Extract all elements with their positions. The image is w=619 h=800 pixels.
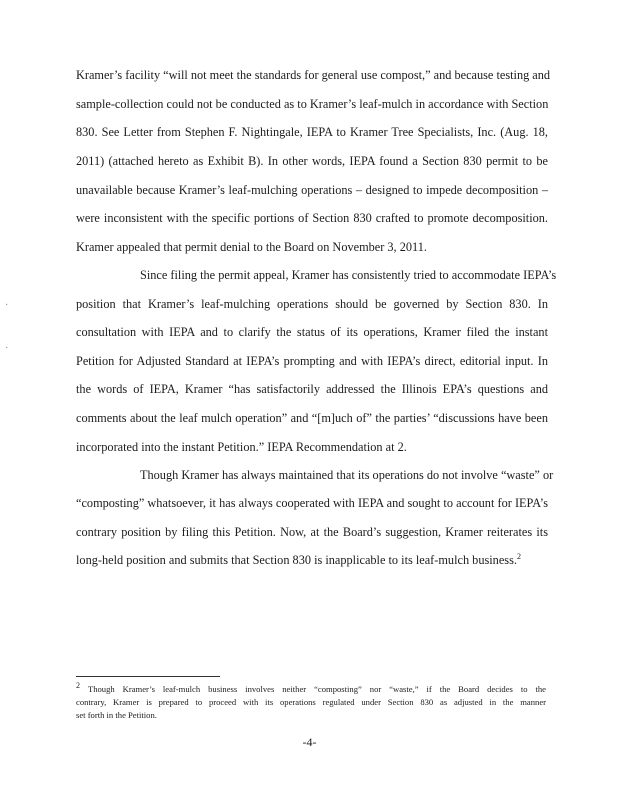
- paragraph-line: Petition for Adjusted Standard at IEPA’s prompting and with IEPA’s direct, editorial input. In: [76, 354, 548, 368]
- paragraph-line: 830. See Letter from Stephen F. Nightingale, IEPA to Kramer Tree Specialists, Inc. (Aug. 18,: [76, 125, 548, 139]
- paragraph-line: incorporated into the instant Petition.” IEPA Recommendation at 2.: [76, 440, 407, 454]
- paragraph-line: were inconsistent with the specific portions of Section 830 crafted to promote decomposition.: [76, 211, 548, 225]
- paragraph-line: the words of IEPA, Kramer “has satisfactorily addressed the Illinois EPA’s questions and: [76, 382, 548, 396]
- paragraph-line: comments about the leaf mulch operation” and “[m]uch of” the parties’ “discussions have been: [76, 411, 548, 425]
- paragraph-line: Though Kramer has always maintained that its operations do not involve “waste” or: [140, 468, 554, 482]
- paragraph-line: unavailable because Kramer’s leaf-mulching operations – designed to impede decomposition –: [76, 183, 548, 197]
- paragraph-line: consultation with IEPA and to clarify the status of its operations, Kramer filed the instant: [76, 325, 548, 339]
- footnote-line: set forth in the Petition.: [76, 710, 157, 720]
- footnote-line: contrary, Kramer is prepared to proceed with its operations regulated under Section 830 as adjusted in the manner: [76, 697, 546, 707]
- footnote-reference[interactable]: 2: [516, 551, 521, 561]
- footnote-marker: 2: [76, 681, 80, 691]
- paragraph-line-text: long-held position and submits that Section 830 is inapplicable to its leaf-mulch business.: [76, 553, 517, 567]
- footnote-text: Though Kramer’s leaf-mulch business involves neither “composting” nor “waste,” if the Board decides to the: [87, 684, 546, 694]
- paragraph-line: 2011) (attached hereto as Exhibit B). In other words, IEPA found a Section 830 permit to be: [76, 154, 548, 168]
- margin-mark: ·: [5, 300, 9, 311]
- page-number: -4-: [302, 735, 317, 749]
- paragraph-line: Kramer’s facility “will not meet the standards for general use compost,” and because testing and: [76, 68, 551, 82]
- paragraph-line: sample-collection could not be conducted as to Kramer’s leaf-mulch in accordance with Section: [76, 97, 549, 111]
- margin-mark: ·: [5, 343, 9, 354]
- paragraph-line: position that Kramer’s leaf-mulching operations should be governed by Section 830. In: [76, 297, 548, 311]
- paragraph-line: “composting” whatsoever, it has always cooperated with IEPA and sought to account for IEPA’s: [76, 496, 548, 510]
- paragraph-line: Kramer appealed that permit denial to the Board on November 3, 2011.: [76, 240, 427, 254]
- footnote-line: [76, 681, 546, 695]
- paragraph-line: contrary position by filing this Petition. Now, at the Board’s suggestion, Kramer reiterates its: [76, 525, 548, 539]
- paragraph-line-last: [76, 553, 548, 568]
- footnote-separator: [76, 676, 220, 677]
- paragraph-line: Since filing the permit appeal, Kramer has consistently tried to accommodate IEPA’s: [140, 268, 557, 282]
